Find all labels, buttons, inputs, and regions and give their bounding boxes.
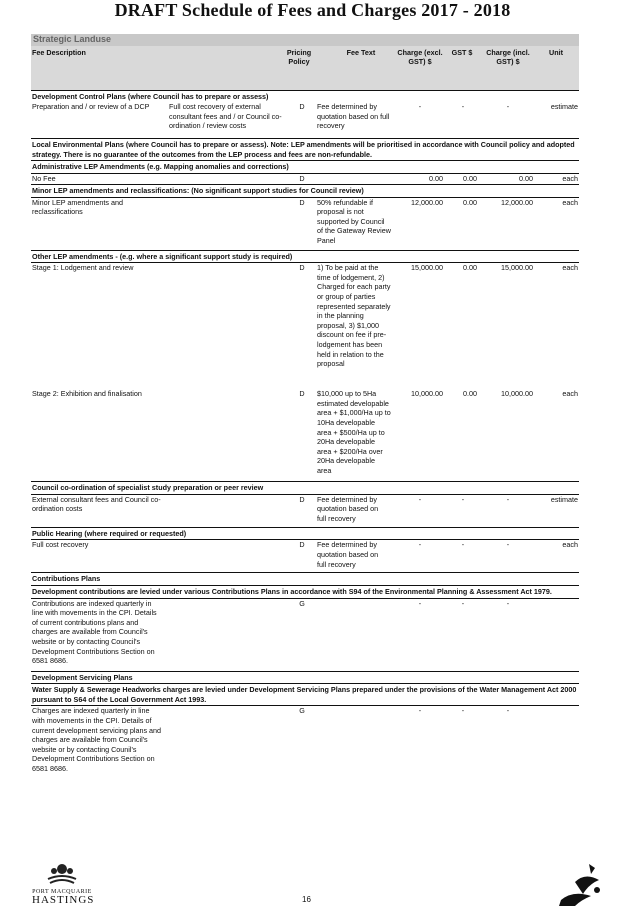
row-policy: D: [299, 197, 305, 207]
column-headers: [31, 46, 579, 90]
row-charge-excl: -: [418, 102, 422, 112]
document-title: DRAFT Schedule of Fees and Charges 2017 - 2018: [114, 0, 511, 20]
row-unit: each: [562, 389, 578, 399]
row-charge-incl: -: [506, 494, 510, 504]
row-gst: 0.00: [463, 197, 477, 207]
row-gst: -: [461, 598, 465, 608]
servicing-heading: Development Servicing Plans: [31, 671, 579, 684]
row-unit: estimate: [550, 102, 578, 112]
row-description: Minor LEP amendments and reclassifications: [32, 197, 123, 217]
contrib-note: Development contributions are levied under various Contributions Plans in accordance with S94 of the Environmental Planning & Assessment Act 1979.: [31, 585, 579, 598]
row-fee-text: Fee determined by quotation based on full recovery: [317, 102, 390, 131]
section-band: Strategic Landuse: [31, 34, 579, 46]
col-fee-text: Fee Text: [346, 47, 376, 57]
row-description: Contributions are indexed quarterly in line with movements in the CPI. Details of current contributions plans and charges are available from Council's website or by contacting Council's Development Contributions Section on 6581 8686.: [32, 598, 157, 666]
table-row: [31, 705, 579, 778]
row-description: External consultant fees and Council co-ordination costs: [32, 494, 161, 514]
row-fee-text: Fee determined by quotation based on full recovery: [317, 494, 379, 523]
dcp-heading: Development Control Plans (where Council has to prepare or assess): [31, 90, 579, 103]
row-unit: each: [562, 540, 578, 550]
row-charge-excl: -: [418, 598, 422, 608]
logo-emblem-icon: [44, 862, 80, 884]
row-charge-incl: -: [506, 540, 510, 550]
row-description: Stage 2: Exhibition and finalisation: [32, 389, 142, 399]
row-description: Stage 1: Lodgement and review: [32, 263, 134, 273]
col-fee-description: Fee Description: [32, 47, 86, 57]
table-row: [31, 102, 579, 134]
table-header: [31, 34, 579, 90]
row-policy: G: [299, 706, 305, 716]
row-description: No Fee: [32, 173, 56, 183]
row-charge-incl: 12,000.00: [501, 197, 533, 207]
page-number: 16: [302, 895, 311, 904]
col-charge-excl: Charge (excl. GST) $: [397, 47, 443, 67]
row-policy: D: [299, 173, 305, 183]
col-charge-incl: Charge (incl. GST) $: [486, 47, 530, 67]
row-description: Charges are indexed quarterly in line with movements in the CPI. Details of current development servicing plans and charges are available from Council's website or by contacting Counil's Development Contributions Section on 6581 8686.: [32, 706, 162, 773]
row-policy: G: [299, 598, 305, 608]
row-unit: each: [562, 173, 578, 183]
row-fee-text: $10,000 up to 5Ha estimated developable area + $1,000/Ha up to 10Ha developable area + $500/Ha up to 20Ha developable area + $200/Ha over 20Ha developable area: [317, 389, 391, 475]
row-charge-incl: -: [506, 598, 510, 608]
lep-note: Local Environmental Plans (where Council has to prepare or assess). Note: LEP amendments will be prioritised in accordance with Council policy and adopted strategy. There is no guarantee of the outcomes from the LEP process and fees are non-refundable.: [31, 138, 579, 160]
table-row: [31, 197, 579, 250]
table-row: [31, 262, 579, 389]
row-charge-excl: 0.00: [429, 173, 443, 183]
row-charge-excl: 15,000.00: [411, 263, 443, 273]
row-policy: D: [299, 540, 305, 550]
row-description: Full cost recovery: [32, 540, 89, 550]
row-policy: D: [299, 263, 305, 273]
row-policy: D: [299, 389, 305, 399]
row-gst: 0.00: [463, 173, 477, 183]
hearing-heading: Public Hearing (where required or requested): [31, 527, 579, 540]
table-row: [31, 598, 579, 671]
row-subdescription: Full cost recovery of external consultant fees and / or Council co-ordination / review costs: [169, 102, 282, 131]
row-gst: 0.00: [463, 389, 477, 399]
row-fee-text: 1) To be paid at the time of lodgement, 2) Charged for each party or group of parties represented separately in the planning proposal, 3) $1,000 discount on fee if pre-lodgement has been held in relation to the proposal: [317, 263, 391, 369]
row-unit: each: [562, 197, 578, 207]
logo-line1: PORT MACQUARIE: [32, 889, 92, 895]
row-gst: -: [461, 540, 465, 550]
row-charge-excl: 10,000.00: [411, 389, 443, 399]
row-charge-excl: 12,000.00: [411, 197, 443, 207]
row-policy: D: [299, 102, 305, 112]
table-row: [31, 539, 579, 572]
contrib-heading: Contributions Plans: [31, 572, 579, 585]
row-fee-text: Fee determined by quotation based on full recovery: [317, 540, 379, 569]
col-unit: Unit: [549, 47, 563, 57]
row-gst: 0.00: [463, 263, 477, 273]
table-row: [31, 389, 579, 481]
council-logo: [32, 862, 95, 906]
fees-table: [31, 34, 579, 778]
logo-line2: HASTINGS: [32, 894, 95, 906]
row-gst: -: [461, 706, 465, 716]
row-policy: D: [299, 494, 305, 504]
admin-lep-heading: Administrative LEP Amendments (e.g. Mapping anomalies and corrections): [31, 160, 579, 173]
row-charge-incl: 10,000.00: [501, 389, 533, 399]
corner-graphic-icon: [545, 860, 605, 906]
other-lep-heading: Other LEP amendments - (e.g. where a significant support study is required): [31, 250, 579, 263]
col-pricing-policy: Pricing Policy: [286, 47, 312, 67]
row-unit: each: [562, 263, 578, 273]
coord-heading: Council co-ordination of specialist study preparation or peer review: [31, 481, 579, 494]
row-charge-incl: -: [506, 706, 510, 716]
row-description: Preparation and / or review of a DCP: [32, 102, 150, 112]
minor-lep-heading: Minor LEP amendments and reclassifications: (No significant support studies for Council review): [31, 184, 579, 197]
row-charge-excl: -: [418, 706, 422, 716]
table-row: [31, 173, 579, 184]
row-gst: -: [461, 102, 465, 112]
table-row: [31, 494, 579, 527]
row-charge-excl: -: [418, 540, 422, 550]
col-gst: GST $: [451, 47, 473, 57]
row-charge-excl: -: [418, 494, 422, 504]
servicing-note: Water Supply & Sewerage Headworks charges are levied under Development Servicing Plans prepared under the provisions of the Water Management Act 2000 pursuant to S64 of the Local Government Act 1993.: [31, 683, 579, 705]
row-charge-incl: 0.00: [519, 173, 533, 183]
row-charge-incl: 15,000.00: [501, 263, 533, 273]
row-charge-incl: -: [506, 102, 510, 112]
row-unit: estimate: [550, 494, 578, 504]
row-gst: -: [461, 494, 465, 504]
row-fee-text: 50% refundable if proposal is not supported by Council of the Gateway Review Panel: [317, 197, 391, 245]
